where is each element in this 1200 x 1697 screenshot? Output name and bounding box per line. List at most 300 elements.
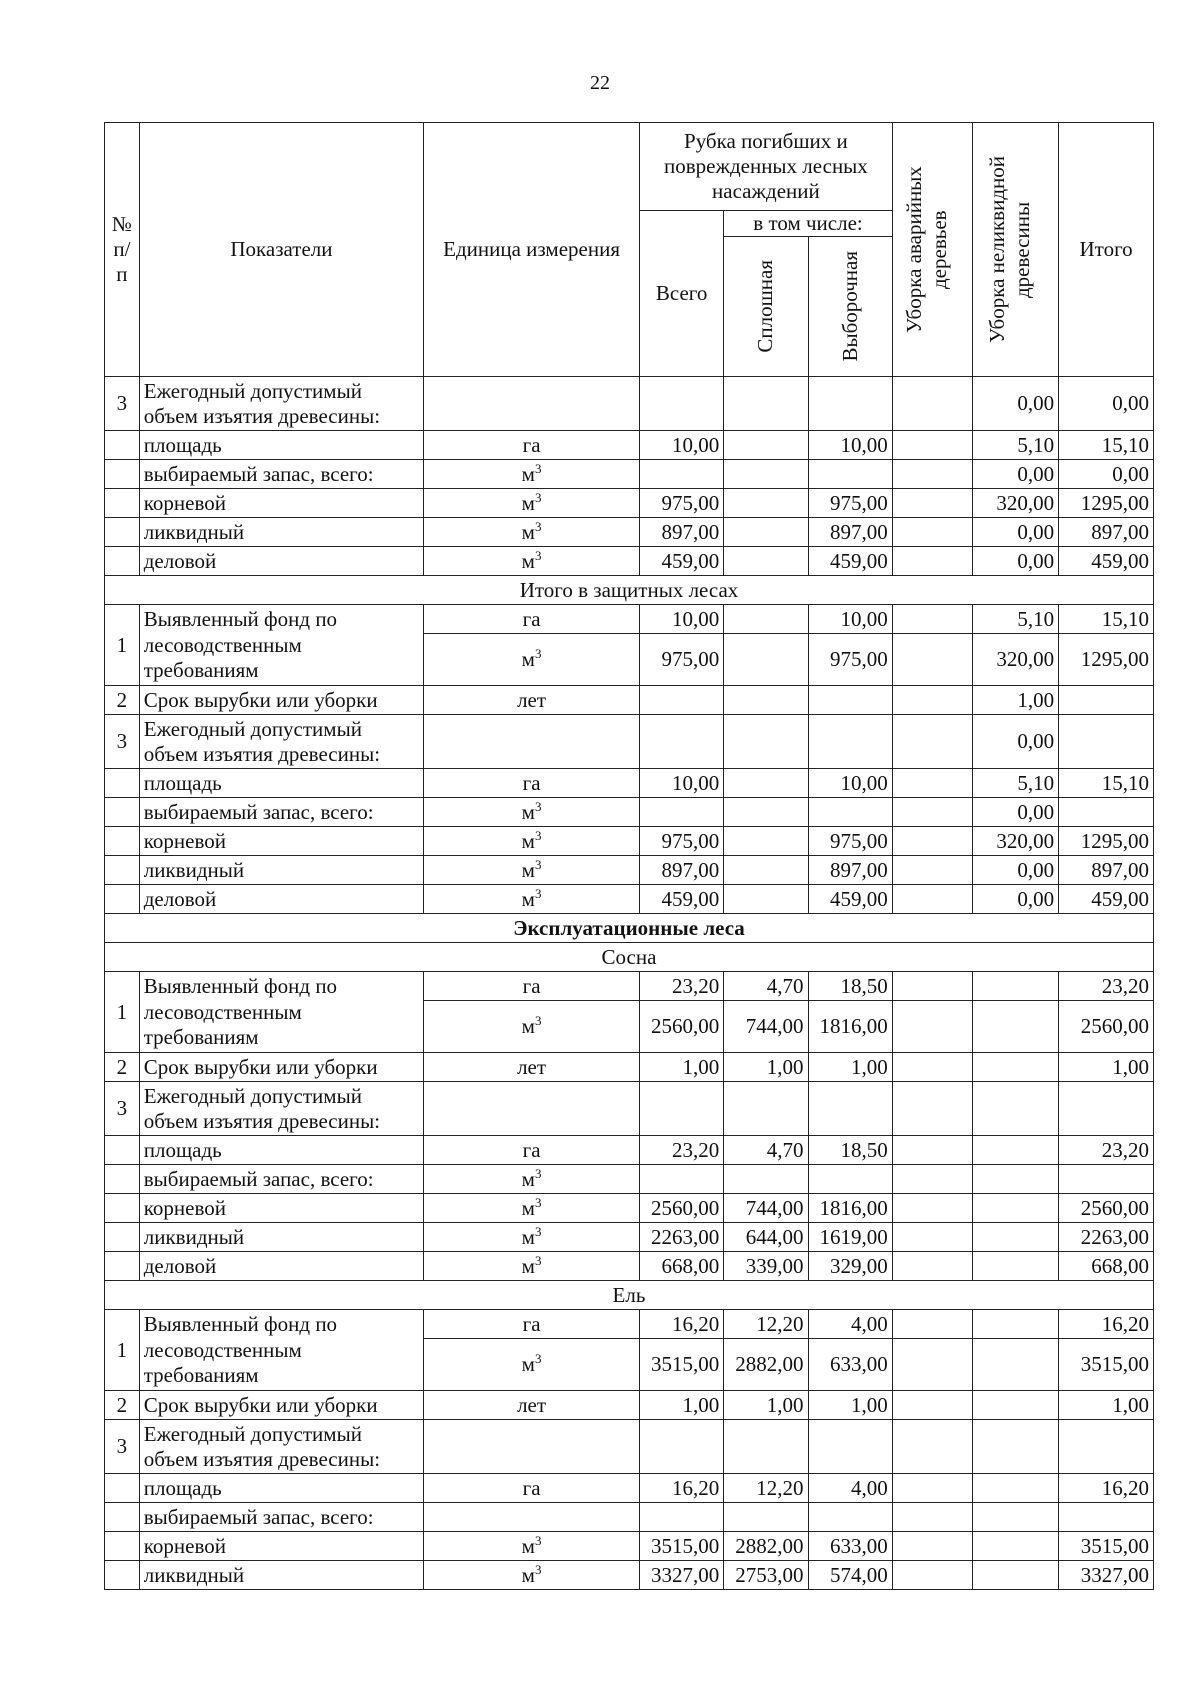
section-title: Эксплуатационные леса	[105, 914, 1154, 943]
unit-cell	[424, 1503, 640, 1532]
value-total: 1,00	[640, 1053, 724, 1082]
value-illiquid	[972, 1503, 1058, 1532]
value-clear: 2882,00	[724, 1532, 808, 1561]
table-row	[105, 547, 1154, 576]
value-clear: 744,00	[724, 1001, 808, 1053]
value-emergency	[892, 1561, 972, 1590]
table-row	[105, 489, 1154, 518]
value-selective: 459,00	[808, 885, 892, 914]
unit-superscript: 3	[534, 646, 542, 662]
value-itogo	[1059, 1503, 1154, 1532]
value-illiquid: 0,00	[972, 377, 1058, 431]
value-total: 10,00	[640, 605, 724, 634]
indicator-label: Срок вырубки или уборки	[139, 1391, 423, 1420]
indicator-label: выбираемый запас, всего:	[139, 1165, 423, 1194]
value-emergency	[892, 1503, 972, 1532]
value-emergency	[892, 1252, 972, 1281]
unit-text: м	[521, 461, 535, 486]
value-illiquid: 0,00	[972, 798, 1058, 827]
value-selective: 975,00	[808, 489, 892, 518]
value-total: 975,00	[640, 489, 724, 518]
value-illiquid	[972, 1136, 1058, 1165]
value-clear	[724, 885, 808, 914]
unit-superscript: 3	[534, 1223, 542, 1239]
table-row	[105, 1532, 1154, 1561]
value-emergency	[892, 1474, 972, 1503]
value-itogo: 15,10	[1059, 769, 1154, 798]
unit-cell	[424, 686, 640, 715]
value-illiquid: 5,10	[972, 431, 1058, 460]
row-number	[105, 769, 140, 798]
indicator-label: выбираемый запас, всего:	[139, 460, 423, 489]
section-row	[105, 914, 1154, 943]
row-number: 3	[105, 715, 140, 769]
value-emergency	[892, 1420, 972, 1474]
value-emergency	[892, 769, 972, 798]
value-clear	[724, 827, 808, 856]
indicator-label: корневой	[139, 1194, 423, 1223]
value-clear: 12,20	[724, 1474, 808, 1503]
value-clear	[724, 1420, 808, 1474]
value-emergency	[892, 1082, 972, 1136]
value-emergency	[892, 489, 972, 518]
row-number	[105, 518, 140, 547]
value-emergency	[892, 1339, 972, 1391]
value-itogo: 1295,00	[1059, 489, 1154, 518]
value-illiquid	[972, 1194, 1058, 1223]
value-emergency	[892, 1532, 972, 1561]
unit-text: га	[522, 770, 541, 795]
unit-text: м	[521, 647, 535, 672]
value-illiquid	[972, 1053, 1058, 1082]
value-illiquid: 320,00	[972, 489, 1058, 518]
value-clear	[724, 377, 808, 431]
unit-cell	[424, 377, 640, 431]
indicator-label: деловой	[139, 547, 423, 576]
header-felling-group: Рубка погибших и поврежденных лесных насаждений	[640, 123, 893, 211]
value-emergency	[892, 1223, 972, 1252]
row-number: 2	[105, 1391, 140, 1420]
unit-superscript: 3	[534, 1561, 542, 1577]
value-clear	[724, 634, 808, 686]
value-illiquid: 0,00	[972, 547, 1058, 576]
table-row	[105, 431, 1154, 460]
indicator-label: выбираемый запас, всего:	[139, 798, 423, 827]
section-title: Ель	[105, 1281, 1154, 1310]
indicator-label: Ежегодный допустимый объем изъятия древесины:	[139, 1082, 423, 1136]
value-clear	[724, 547, 808, 576]
value-itogo: 897,00	[1059, 856, 1154, 885]
unit-superscript: 3	[534, 885, 542, 901]
unit-text: га	[522, 1475, 541, 1500]
value-total: 23,20	[640, 972, 724, 1001]
value-illiquid: 0,00	[972, 518, 1058, 547]
table-header	[105, 123, 1154, 377]
value-emergency	[892, 605, 972, 634]
value-selective: 4,00	[808, 1474, 892, 1503]
table-row	[105, 798, 1154, 827]
row-number	[105, 460, 140, 489]
table-row	[105, 972, 1154, 1001]
unit-text: га	[522, 1137, 541, 1162]
value-clear	[724, 1503, 808, 1532]
value-itogo: 1295,00	[1059, 634, 1154, 686]
unit-superscript: 3	[534, 489, 542, 505]
unit-cell	[424, 1252, 640, 1281]
unit-superscript: 3	[534, 1252, 542, 1268]
value-selective: 574,00	[808, 1561, 892, 1590]
value-itogo: 459,00	[1059, 547, 1154, 576]
value-emergency	[892, 856, 972, 885]
value-selective: 10,00	[808, 605, 892, 634]
unit-superscript: 3	[534, 1194, 542, 1210]
unit-cell	[424, 972, 640, 1001]
value-selective: 897,00	[808, 856, 892, 885]
unit-text: м	[521, 1533, 535, 1558]
row-number	[105, 856, 140, 885]
row-number: 1	[105, 1310, 140, 1391]
value-illiquid: 1,00	[972, 686, 1058, 715]
value-itogo	[1059, 1420, 1154, 1474]
unit-cell	[424, 1420, 640, 1474]
value-illiquid: 320,00	[972, 634, 1058, 686]
indicator-label: деловой	[139, 885, 423, 914]
unit-superscript: 3	[534, 547, 542, 563]
value-clear: 1,00	[724, 1391, 808, 1420]
header-clear-text: Сплошная	[753, 260, 778, 353]
table-row	[105, 1136, 1154, 1165]
value-total: 1,00	[640, 1391, 724, 1420]
unit-cell	[424, 605, 640, 634]
value-total: 16,20	[640, 1474, 724, 1503]
unit-text: м	[521, 1224, 535, 1249]
indicator-label: площадь	[139, 431, 423, 460]
value-clear	[724, 715, 808, 769]
indicator-label: Выявленный фонд по лесоводственным требованиям	[139, 605, 423, 686]
value-emergency	[892, 431, 972, 460]
value-emergency	[892, 972, 972, 1001]
value-clear	[724, 686, 808, 715]
table-row	[105, 377, 1154, 431]
unit-superscript: 3	[534, 1013, 542, 1029]
value-emergency	[892, 715, 972, 769]
value-total	[640, 715, 724, 769]
indicator-label: Ежегодный допустимый объем изъятия древесины:	[139, 377, 423, 431]
value-clear	[724, 1082, 808, 1136]
value-itogo: 16,20	[1059, 1474, 1154, 1503]
indicator-label: деловой	[139, 1252, 423, 1281]
value-clear: 744,00	[724, 1194, 808, 1223]
unit-cell	[424, 856, 640, 885]
value-total	[640, 377, 724, 431]
unit-superscript: 3	[534, 460, 542, 476]
row-number	[105, 489, 140, 518]
value-illiquid	[972, 1223, 1058, 1252]
value-emergency	[892, 460, 972, 489]
value-total: 2560,00	[640, 1001, 724, 1053]
unit-text: га	[522, 606, 541, 631]
unit-text: м	[521, 857, 535, 882]
unit-cell	[424, 885, 640, 914]
value-clear	[724, 1165, 808, 1194]
table-row	[105, 1165, 1154, 1194]
table-row	[105, 1053, 1154, 1082]
value-itogo: 0,00	[1059, 460, 1154, 489]
value-itogo	[1059, 715, 1154, 769]
header-selective	[808, 237, 892, 377]
value-selective	[808, 1503, 892, 1532]
table-row	[105, 1420, 1154, 1474]
section-row	[105, 943, 1154, 972]
value-selective: 459,00	[808, 547, 892, 576]
table-row	[105, 605, 1154, 634]
row-number	[105, 1136, 140, 1165]
table-row	[105, 1391, 1154, 1420]
row-number	[105, 547, 140, 576]
value-illiquid: 0,00	[972, 856, 1058, 885]
unit-text: га	[522, 973, 541, 998]
value-selective	[808, 1082, 892, 1136]
value-total: 459,00	[640, 885, 724, 914]
value-clear: 12,20	[724, 1310, 808, 1339]
table-row	[105, 1561, 1154, 1590]
value-illiquid: 0,00	[972, 885, 1058, 914]
forest-felling-table	[104, 122, 1154, 1590]
value-selective	[808, 798, 892, 827]
value-clear	[724, 856, 808, 885]
value-itogo: 2560,00	[1059, 1001, 1154, 1053]
unit-text: га	[522, 432, 541, 457]
value-selective	[808, 1165, 892, 1194]
unit-cell	[424, 460, 640, 489]
table-row	[105, 715, 1154, 769]
unit-cell	[424, 1001, 640, 1053]
row-number: 1	[105, 605, 140, 686]
unit-cell	[424, 715, 640, 769]
table-row	[105, 1082, 1154, 1136]
indicator-label: площадь	[139, 1474, 423, 1503]
unit-cell	[424, 1339, 640, 1391]
value-itogo: 3515,00	[1059, 1339, 1154, 1391]
indicator-label: Ежегодный допустимый объем изъятия древесины:	[139, 715, 423, 769]
value-itogo	[1059, 1082, 1154, 1136]
value-clear: 1,00	[724, 1053, 808, 1082]
unit-text: м	[521, 1352, 535, 1377]
row-number	[105, 1165, 140, 1194]
value-emergency	[892, 686, 972, 715]
value-itogo: 3515,00	[1059, 1532, 1154, 1561]
table-row	[105, 856, 1154, 885]
header-itogo: Итого	[1059, 123, 1154, 377]
value-selective: 1,00	[808, 1053, 892, 1082]
page-number: 22	[590, 72, 610, 94]
value-total: 975,00	[640, 827, 724, 856]
value-total	[640, 798, 724, 827]
value-clear: 4,70	[724, 972, 808, 1001]
indicator-label: Срок вырубки или уборки	[139, 686, 423, 715]
value-clear	[724, 431, 808, 460]
table-row	[105, 1310, 1154, 1339]
value-selective: 1816,00	[808, 1194, 892, 1223]
value-clear	[724, 769, 808, 798]
table-row	[105, 827, 1154, 856]
value-itogo	[1059, 1165, 1154, 1194]
value-total	[640, 686, 724, 715]
row-number	[105, 1252, 140, 1281]
unit-text: м	[521, 1166, 535, 1191]
value-clear	[724, 518, 808, 547]
table-row	[105, 1474, 1154, 1503]
value-illiquid	[972, 1252, 1058, 1281]
value-total	[640, 1082, 724, 1136]
value-total: 16,20	[640, 1310, 724, 1339]
value-itogo: 23,20	[1059, 972, 1154, 1001]
value-selective: 633,00	[808, 1339, 892, 1391]
indicator-label: корневой	[139, 827, 423, 856]
value-illiquid: 0,00	[972, 460, 1058, 489]
header-unit: Единица измерения	[424, 123, 640, 377]
row-number	[105, 1194, 140, 1223]
indicator-label: Выявленный фонд по лесоводственным требованиям	[139, 972, 423, 1053]
header-num: № п/п	[105, 123, 140, 377]
value-selective: 10,00	[808, 431, 892, 460]
value-total: 975,00	[640, 634, 724, 686]
table-row	[105, 686, 1154, 715]
value-selective: 1,00	[808, 1391, 892, 1420]
unit-cell	[424, 827, 640, 856]
value-itogo: 15,10	[1059, 431, 1154, 460]
value-itogo: 15,10	[1059, 605, 1154, 634]
unit-cell	[424, 489, 640, 518]
header-emergency	[892, 123, 972, 377]
value-selective: 18,50	[808, 1136, 892, 1165]
value-illiquid	[972, 972, 1058, 1001]
value-selective	[808, 377, 892, 431]
row-number	[105, 827, 140, 856]
row-number: 3	[105, 377, 140, 431]
value-clear: 644,00	[724, 1223, 808, 1252]
value-total: 668,00	[640, 1252, 724, 1281]
unit-cell	[424, 1474, 640, 1503]
value-selective: 897,00	[808, 518, 892, 547]
unit-cell	[424, 1310, 640, 1339]
value-total: 2263,00	[640, 1223, 724, 1252]
row-number: 3	[105, 1420, 140, 1474]
header-including: в том числе:	[724, 211, 893, 237]
table-row	[105, 1503, 1154, 1532]
value-emergency	[892, 634, 972, 686]
value-selective	[808, 460, 892, 489]
value-illiquid	[972, 1339, 1058, 1391]
unit-cell	[424, 1136, 640, 1165]
value-selective: 1816,00	[808, 1001, 892, 1053]
value-selective: 329,00	[808, 1252, 892, 1281]
unit-cell	[424, 431, 640, 460]
value-clear	[724, 798, 808, 827]
value-emergency	[892, 798, 972, 827]
value-illiquid	[972, 1310, 1058, 1339]
unit-superscript: 3	[534, 798, 542, 814]
value-total: 897,00	[640, 518, 724, 547]
value-clear	[724, 489, 808, 518]
value-total: 23,20	[640, 1136, 724, 1165]
unit-text: м	[521, 1253, 535, 1278]
value-total: 3515,00	[640, 1532, 724, 1561]
unit-text: м	[521, 828, 535, 853]
row-number	[105, 1561, 140, 1590]
indicator-label: ликвидный	[139, 1223, 423, 1252]
unit-text: м	[521, 1562, 535, 1587]
unit-text: м	[521, 1195, 535, 1220]
value-emergency	[892, 377, 972, 431]
value-clear: 339,00	[724, 1252, 808, 1281]
value-total	[640, 1503, 724, 1532]
table-body	[105, 377, 1154, 1590]
unit-text: м	[521, 548, 535, 573]
row-number	[105, 798, 140, 827]
value-itogo: 3327,00	[1059, 1561, 1154, 1590]
value-illiquid: 0,00	[972, 715, 1058, 769]
value-itogo: 23,20	[1059, 1136, 1154, 1165]
row-number: 2	[105, 1053, 140, 1082]
value-total: 2560,00	[640, 1194, 724, 1223]
indicator-label: Ежегодный допустимый объем изъятия древесины:	[139, 1420, 423, 1474]
row-number: 2	[105, 686, 140, 715]
row-number	[105, 1532, 140, 1561]
section-title: Сосна	[105, 943, 1154, 972]
table-row	[105, 885, 1154, 914]
unit-superscript: 3	[534, 1165, 542, 1181]
table-row	[105, 518, 1154, 547]
row-number	[105, 885, 140, 914]
row-number: 3	[105, 1082, 140, 1136]
unit-cell	[424, 769, 640, 798]
value-itogo: 2263,00	[1059, 1223, 1154, 1252]
table-row	[105, 1252, 1154, 1281]
unit-cell	[424, 1194, 640, 1223]
value-itogo	[1059, 798, 1154, 827]
value-itogo: 2560,00	[1059, 1194, 1154, 1223]
value-selective: 1619,00	[808, 1223, 892, 1252]
section-row	[105, 576, 1154, 605]
value-emergency	[892, 1001, 972, 1053]
value-total	[640, 460, 724, 489]
value-clear	[724, 605, 808, 634]
row-number	[105, 431, 140, 460]
value-total	[640, 1420, 724, 1474]
value-selective	[808, 686, 892, 715]
unit-cell	[424, 1223, 640, 1252]
value-illiquid	[972, 1474, 1058, 1503]
value-itogo: 897,00	[1059, 518, 1154, 547]
value-total: 10,00	[640, 431, 724, 460]
value-illiquid	[972, 1165, 1058, 1194]
value-itogo: 16,20	[1059, 1310, 1154, 1339]
value-clear: 4,70	[724, 1136, 808, 1165]
value-selective: 975,00	[808, 634, 892, 686]
value-clear	[724, 460, 808, 489]
row-number: 1	[105, 972, 140, 1053]
unit-text: м	[521, 519, 535, 544]
value-illiquid	[972, 1082, 1058, 1136]
value-total: 3327,00	[640, 1561, 724, 1590]
header-indicators: Показатели	[139, 123, 423, 377]
value-selective: 4,00	[808, 1310, 892, 1339]
unit-text: лет	[517, 1392, 547, 1417]
value-illiquid: 5,10	[972, 769, 1058, 798]
value-itogo: 1,00	[1059, 1053, 1154, 1082]
section-row	[105, 1281, 1154, 1310]
